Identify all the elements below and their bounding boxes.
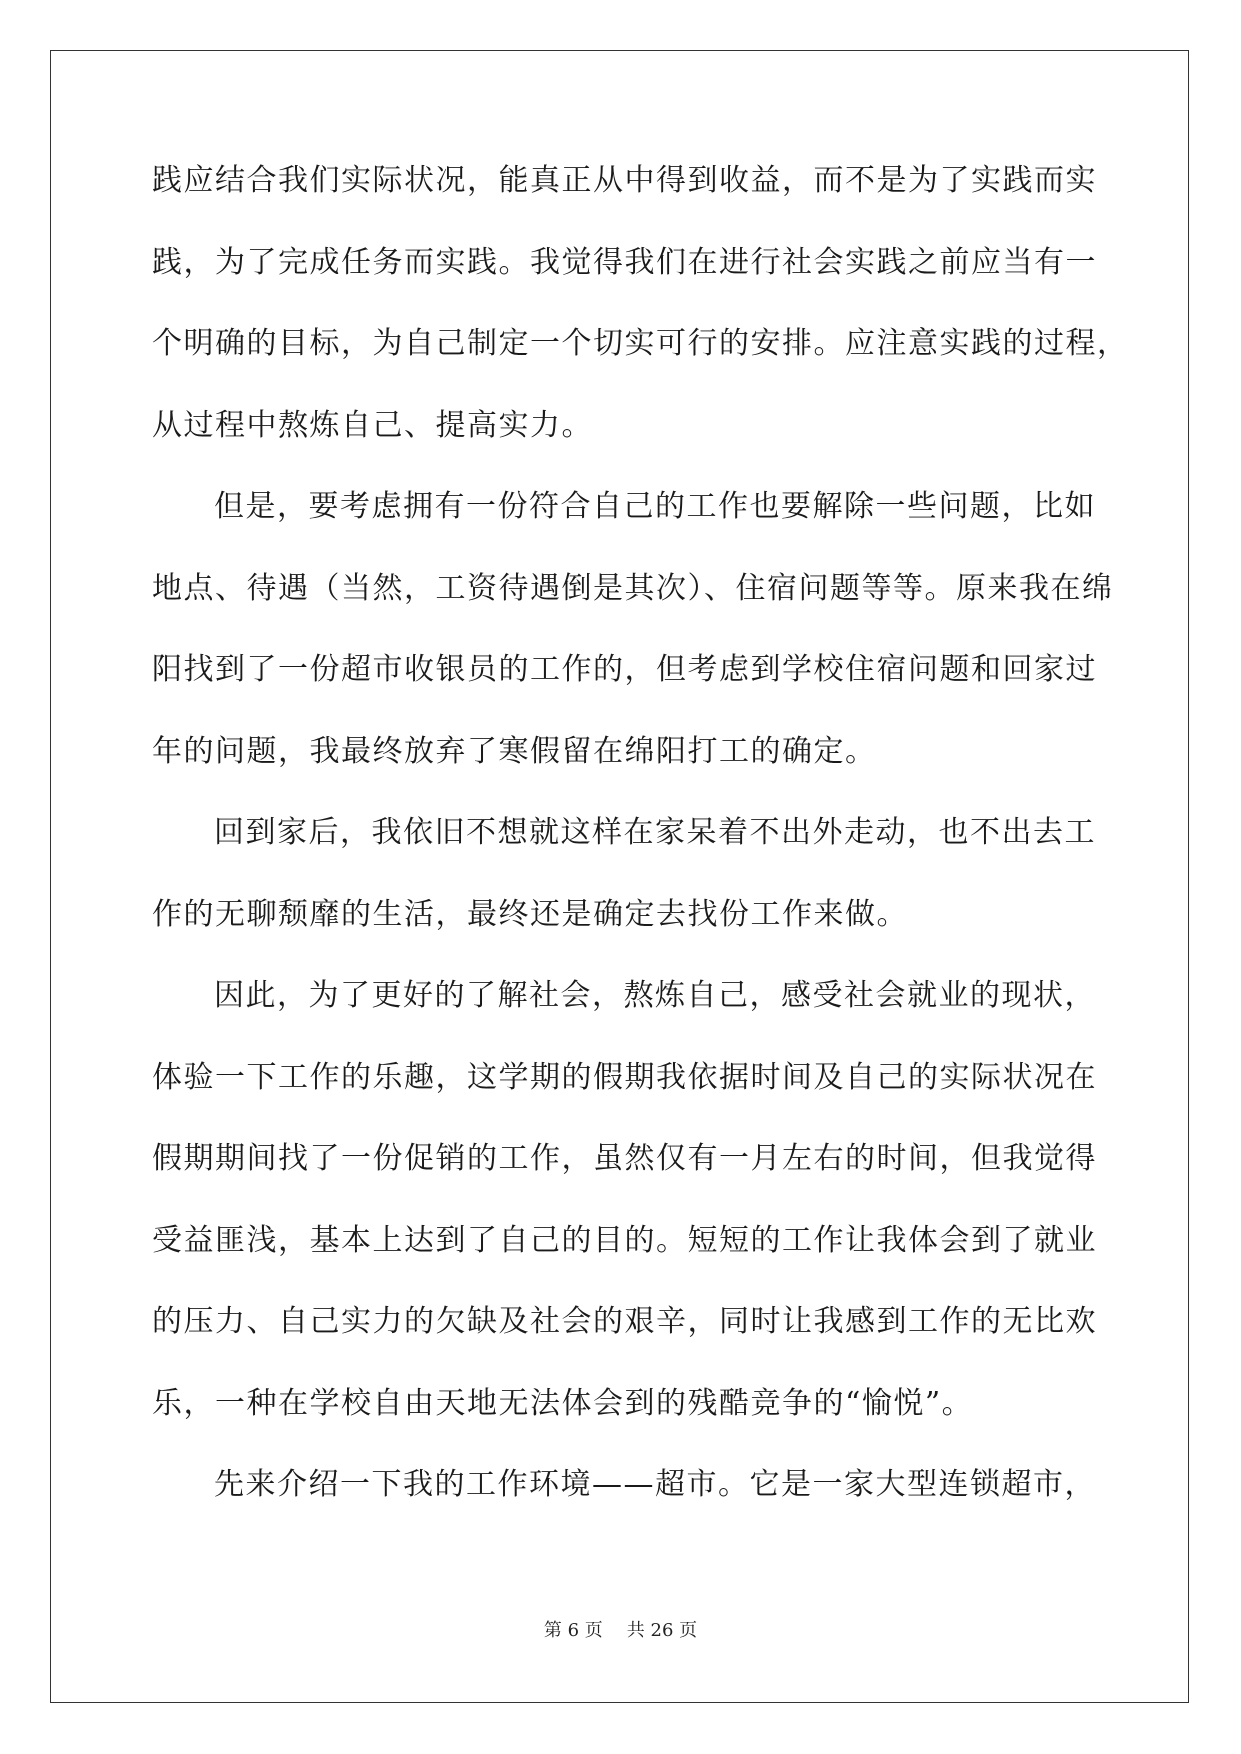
text-line: 的压力、自己实力的欠缺及社会的艰辛，同时让我感到工作的无比欢 [152, 1304, 1097, 1339]
text-line: 体验一下工作的乐趣，这学期的假期我依据时间及自己的实际状况在 [152, 1059, 1097, 1095]
text-line: 年的问题，我最终放弃了寒假留在绵阳打工的确定。 [152, 733, 877, 769]
paragraph-first-line: 因此，为了更好的了解社会，熬炼自己，感受社会就业的现状， [214, 978, 1096, 1013]
text-line: 从过程中熬炼自己、提高实力。 [152, 407, 593, 443]
text-line: 受益匪浅，基本上达到了自己的目的。短短的工作让我体会到了就业 [152, 1222, 1097, 1258]
page-total: 共 26 页 [626, 1620, 698, 1641]
page-number: 第 6 页 [543, 1620, 603, 1641]
paragraph-first-line: 回到家后，我依旧不想就这样在家呆着不出外走动，也不出去工 [214, 815, 1096, 850]
text-line: 阳找到了一份超市收银员的工作的，但考虑到学校住宿问题和回家过 [152, 652, 1097, 687]
text-line: 践，为了完成任务而实践。我觉得我们在进行社会实践之前应当有一 [152, 244, 1097, 280]
text-line: 个明确的目标，为自己制定一个切实可行的安排。应注意实践的过程， [152, 326, 1129, 361]
document-body [152, 160, 1129, 1546]
paragraph-first-line: 但是，要考虑拥有一份符合自己的工作也要解除一些问题，比如 [214, 489, 1096, 524]
text-line: 假期期间找了一份促销的工作，虽然仅有一月左右的时间，但我觉得 [152, 1141, 1097, 1176]
text-line: 地点、待遇（当然，工资待遇倒是其次）、住宿问题等等。原来我在绵 [152, 570, 1114, 606]
text-line: 乐，一种在学校自由天地无法体会到的残酷竞争的“愉悦”。 [152, 1385, 974, 1421]
text-line: 作的无聊颓靡的生活，最终还是确定去找份工作来做。 [152, 896, 908, 932]
text-line: 践应结合我们实际状况，能真正从中得到收益，而不是为了实践而实 [152, 163, 1097, 198]
paragraph-first-line: 先来介绍一下我的工作环境——超市。它是一家大型连锁超市， [214, 1467, 1096, 1502]
page-footer [0, 1616, 1241, 1642]
